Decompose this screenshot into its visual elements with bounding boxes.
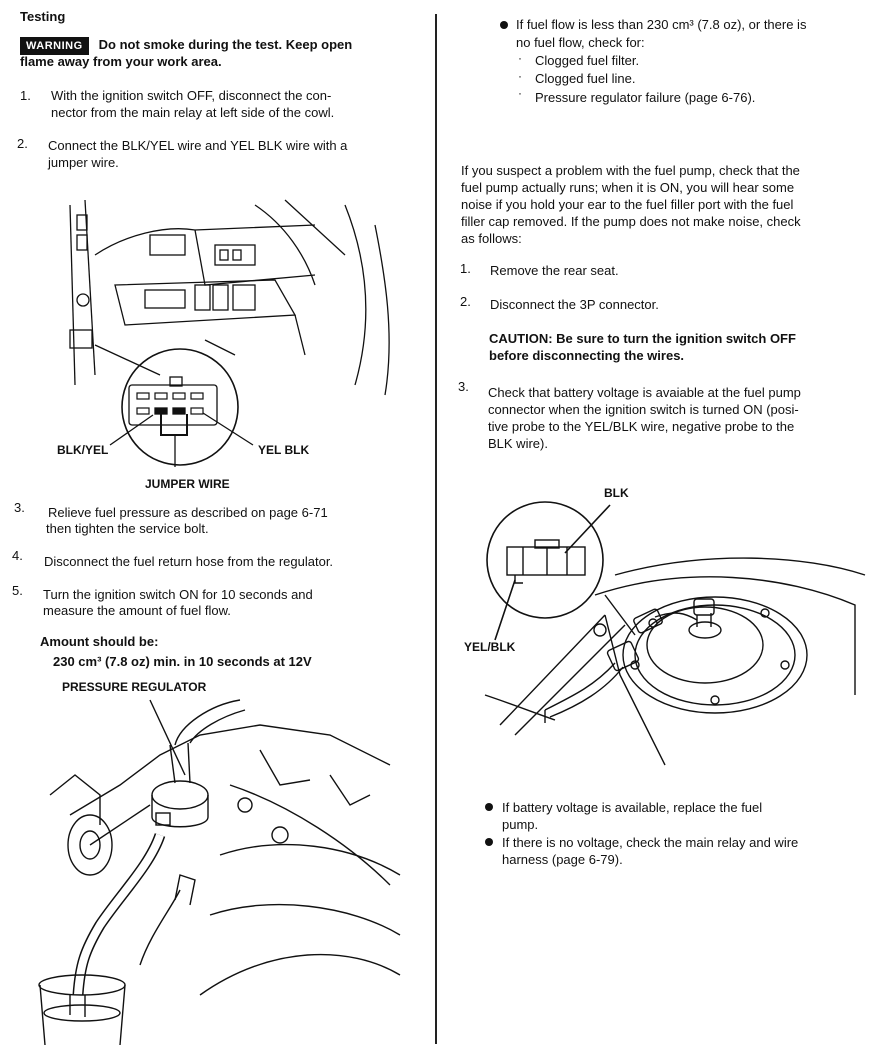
caution-line2: before disconnecting the wires. — [489, 348, 685, 363]
sub-dot: · — [518, 86, 522, 100]
step-number: 1. — [460, 261, 471, 276]
step-number: 5. — [12, 583, 23, 598]
warning-block — [20, 37, 420, 55]
step-number: 3. — [14, 500, 25, 515]
step-number: 4. — [12, 548, 23, 563]
column-divider — [435, 14, 437, 1044]
pump-para-5: as follows: — [461, 231, 522, 246]
fuel-flow-bullet-line1: If fuel flow is less than 230 cm³ (7.8 oz), or there is — [516, 17, 807, 32]
fig3-label-blk: BLK — [604, 486, 629, 500]
pump-para-4: filler cap removed. If the pump does not make noise, check — [461, 214, 801, 229]
fig1-label-jumper-wire: JUMPER WIRE — [145, 477, 230, 491]
step-4-line1: Disconnect the fuel return hose from the regulator. — [44, 554, 334, 569]
caution-line1: CAUTION: Be sure to turn the ignition switch OFF — [489, 331, 796, 346]
pump-step-2: Disconnect the 3P connector. — [490, 297, 659, 312]
step-1-line2: nector from the main relay at left side of the cowl. — [51, 105, 335, 120]
fig2-label-pressure-regulator: PRESSURE REGULATOR — [62, 680, 207, 694]
sub-dot: · — [518, 51, 522, 65]
sub-item-1: Clogged fuel filter. — [535, 53, 640, 68]
sub-item-3: Pressure regulator failure (page 6-76). — [535, 90, 756, 105]
result-bullet-2-line1: If there is no voltage, check the main relay and wire — [502, 835, 799, 850]
step-3-line1: Relieve fuel pressure as described on page 6-71 — [48, 505, 328, 520]
result-bullet-2-line2: harness (page 6-79). — [502, 852, 623, 867]
step-2-line1: Connect the BLK/YEL wire and YEL BLK wire with a — [48, 138, 348, 153]
pump-step3-line2: connector when the ignition switch is turned ON (posi- — [488, 402, 799, 417]
warning-badge: WARNING — [20, 37, 89, 55]
step-number: 3. — [458, 379, 469, 394]
warning-text-1: Do not smoke during the test. Keep open — [98, 37, 353, 52]
fuel-flow-bullet-line2: no fuel flow, check for: — [516, 35, 645, 50]
pump-step-1: Remove the rear seat. — [490, 263, 619, 278]
sub-dot: · — [518, 69, 522, 83]
pump-para-3: noise if you hold your ear to the fuel filler port with the fuel — [461, 197, 794, 212]
fig1-label-yel-blk: YEL BLK — [258, 443, 310, 457]
result-bullet-1-line2: pump. — [502, 817, 539, 832]
step-2-line2: jumper wire. — [48, 155, 119, 170]
pump-step3-line3: tive probe to the YEL/BLK wire, negative probe to the — [488, 419, 795, 434]
main-relay-diagram — [55, 195, 425, 495]
pressure-regulator-diagram — [30, 695, 410, 1045]
bullet — [485, 803, 493, 811]
pump-step3-line1: Check that battery voltage is avaiable at the fuel pump — [488, 385, 801, 400]
result-bullet-1-line1: If battery voltage is available, replace the fuel — [502, 800, 763, 815]
section-heading: Testing — [20, 9, 66, 24]
bullet — [500, 21, 508, 29]
step-3-line2: then tighten the service bolt. — [46, 521, 209, 536]
bullet — [485, 838, 493, 846]
pump-para-1: If you suspect a problem with the fuel pump, check that the — [461, 163, 800, 178]
step-number: 2. — [460, 294, 471, 309]
fig3-label-yel-blk: YEL/BLK — [464, 640, 516, 654]
step-5-line1: Turn the ignition switch ON for 10 seconds and — [43, 587, 313, 602]
pump-para-2: fuel pump actually runs; when it is ON, you will hear some — [461, 180, 795, 195]
amount-value: 230 cm³ (7.8 oz) min. in 10 seconds at 12V — [53, 654, 312, 669]
fig1-label-blk-yel: BLK/YEL — [57, 443, 109, 457]
warning-text-2: flame away from your work area. — [20, 54, 222, 69]
step-5-line2: measure the amount of fuel flow. — [43, 603, 231, 618]
step-1-line1: With the ignition switch OFF, disconnect the con- — [51, 88, 332, 103]
step-number: 2. — [17, 136, 28, 151]
fuel-pump-connector-diagram — [485, 495, 865, 765]
pump-step3-line4: BLK wire). — [488, 436, 548, 451]
amount-title: Amount should be: — [40, 634, 159, 649]
step-number: 1. — [20, 88, 31, 103]
sub-item-2: Clogged fuel line. — [535, 71, 636, 86]
